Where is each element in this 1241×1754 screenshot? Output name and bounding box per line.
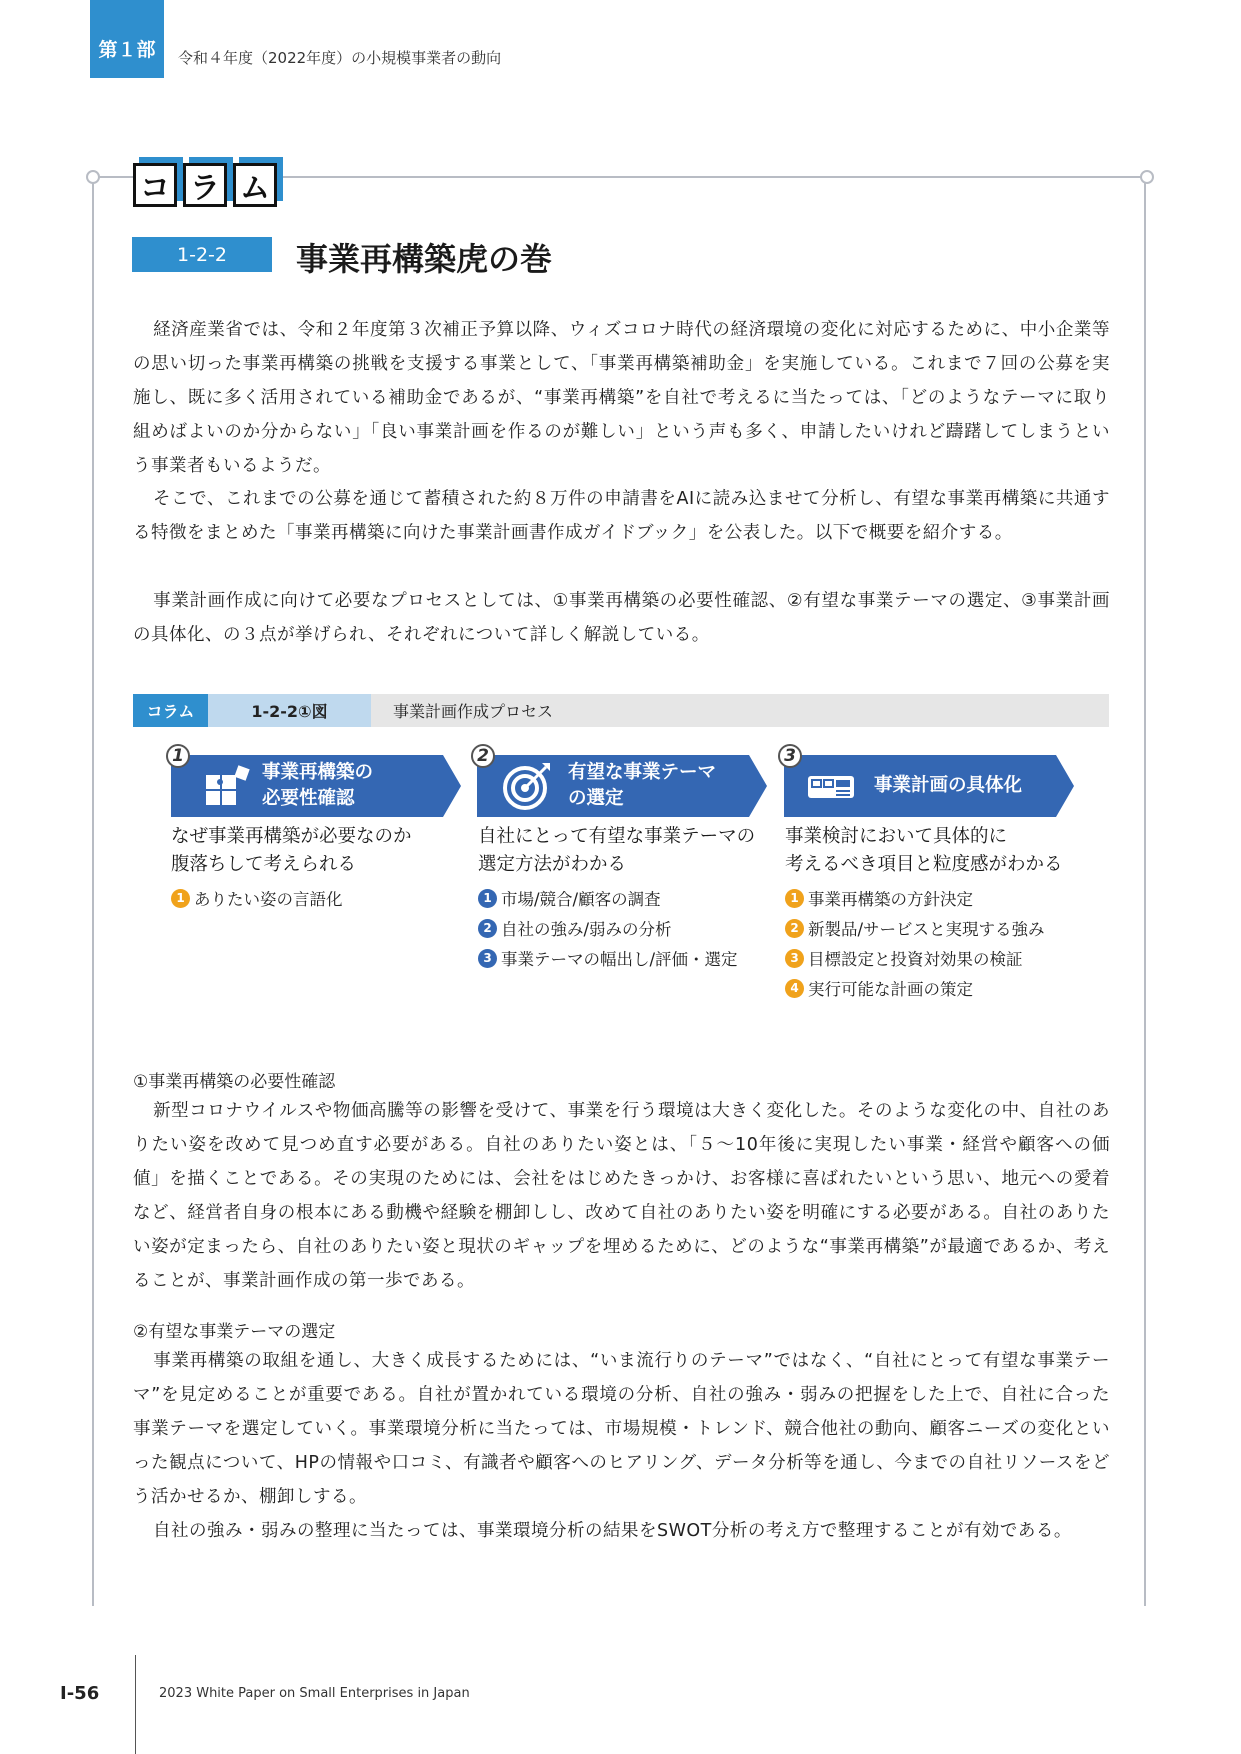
list-item: 3 事業テーマの幅出し/評価・選定 — [478, 943, 738, 973]
step-1-number: 1 — [166, 744, 190, 768]
puzzle-icon — [202, 761, 252, 811]
frame-corner-right — [1140, 170, 1154, 184]
column-tile-ko: コ — [133, 163, 177, 207]
section-2-body-2: 自社の強み・弱みの整理に当たっては、事業環境分析の結果をSWOT分析の考え方で整理することが有効である。 — [153, 1521, 1072, 1541]
list-item: 2 新製品/サービスと実現する強み — [785, 913, 1045, 943]
section-1-body: 新型コロナウイルスや物価高騰等の影響を受けて、事業を行う環境は大きく変化した。そのような変化の中、自社のありたい姿を改めて見つめ直す必要がある。自社のありたい姿とは、「５～10年後に実現したい事業・経営や顧客への価値」を描くことである。その実現のためには、会社をはじめたきっかけ、お客様に喜ばれたいという思い、地元への愛着など、経営者自身の根本にある動機や経験を棚卸しし、改めて自社のありたい姿を明確にする必要がある。自社のありたい姿が定まったら、自社のありたい姿と現状のギャップを埋めるために、どのような“事業再構築”が最適であるか、考えることが、事業計画作成の第一歩である。 — [133, 1101, 1110, 1291]
figure-number: 1-2-2①図 — [208, 694, 371, 727]
footer-divider — [135, 1655, 136, 1754]
step-3-number: 3 — [778, 744, 802, 768]
number-badge: 2 — [785, 919, 804, 938]
list-item: 2 自社の強み/弱みの分析 — [478, 913, 738, 943]
number-badge: 3 — [785, 949, 804, 968]
intro-paragraph-3: 事業計画作成に向けて必要なプロセスとしては、①事業再構築の必要性確認、②有望な事業テーマの選定、③事業計画の具体化、の３点が挙げられ、それぞれについて詳しく解説している。 — [133, 591, 1110, 645]
footer-text: 2023 White Paper on Small Enterprises in Japan — [159, 1686, 470, 1701]
step-2-label: 有望な事業テーマ の選定 — [568, 762, 717, 809]
number-badge: 2 — [478, 919, 497, 938]
column-number: 1-2-2 — [132, 237, 272, 272]
intro-paragraph-2: そこで、これまでの公募を通じて蓄積された約８万件の申請書をAIに読み込ませて分析し、有望な事業再構築に共通する特徴をまとめた「事業再構築に向けた事業計画書作成ガイドブック」を公表した。以下で概要を紹介する。 — [133, 489, 1110, 543]
number-badge: 1 — [478, 889, 497, 908]
step-3-items — [785, 883, 1045, 1003]
step-2-number: 2 — [471, 744, 495, 768]
figure-title: 事業計画作成プロセス — [393, 702, 554, 721]
step-1-description: なぜ事業再構築が必要なのか 腹落ちして考えられる — [171, 826, 412, 875]
section-2-heading: ②有望な事業テーマの選定 — [133, 1322, 336, 1342]
column-tile-mu: ム — [233, 163, 277, 207]
part-title: 令和４年度（2022年度）の小規模事業者の動向 — [178, 49, 502, 67]
list-item: 1 市場/競合/顧客の調査 — [478, 883, 738, 913]
step-1-label: 事業再構築の 必要性確認 — [262, 762, 374, 809]
column-title: 事業再構築虎の巻 — [296, 240, 553, 278]
step-3-label: 事業計画の具体化 — [874, 775, 1023, 796]
list-item: 1 事業再構築の方針決定 — [785, 883, 1045, 913]
section-1-heading: ①事業再構築の必要性確認 — [133, 1072, 336, 1092]
list-item: 1 ありたい姿の言語化 — [171, 883, 343, 913]
list-item: 4 実行可能な計画の策定 — [785, 973, 1045, 1003]
intro-paragraph-1: 経済産業省では、令和２年度第３次補正予算以降、ウィズコロナ時代の経済環境の変化に対応するために、中小企業等の思い切った事業再構築の挑戦を支援する事業として、「事業再構築補助金」を実施している。これまで７回の公募を実施し、既に多く活用されている補助金であるが、“事業再構築”を自社で考えるに当たっては、「どのようなテーマに取り組めばよいのか分からない」「良い事業計画を作るのが難しい」という声も多く、申請したいけれど躊躇してしまうという事業者もいるようだ。 — [133, 320, 1110, 476]
column-tile-ra: ラ — [183, 163, 227, 207]
step-3-description: 事業検討において具体的に 考えるべき項目と粒度感がわかる — [785, 826, 1063, 875]
document-plan-icon — [806, 761, 856, 811]
frame-corner-left — [86, 170, 100, 184]
number-badge: 4 — [785, 979, 804, 998]
number-badge: 3 — [478, 949, 497, 968]
part-badge: 第１部 — [90, 0, 164, 78]
step-2-items — [478, 883, 738, 973]
section-2-body: 事業再構築の取組を通し、大きく成長するためには、“いま流行りのテーマ”ではなく、“自社にとって有望な事業テーマ”を見定めることが重要である。自社が置かれている環境の分析、自社の強み・弱みの把握をした上で、自社に合った事業テーマを選定していく。事業環境分析に当たっては、市場規模・トレンド、競合他社の動向、顧客ニーズの変化といった観点について、HPの情報や口コミ、有識者や顧客へのヒアリング、データ分析等を通し、今までの自社リソースをどう活かせるか、棚卸しする。 — [133, 1351, 1110, 1507]
list-item: 3 目標設定と投資対効果の検証 — [785, 943, 1045, 973]
figure-tag: コラム — [133, 694, 208, 727]
number-badge: 1 — [171, 889, 190, 908]
step-1-items — [171, 883, 343, 913]
number-badge: 1 — [785, 889, 804, 908]
step-2-description: 自社にとって有望な事業テーマの 選定方法がわかる — [478, 826, 756, 875]
page-number: Ⅰ-56 — [60, 1683, 100, 1704]
target-icon — [502, 761, 552, 811]
